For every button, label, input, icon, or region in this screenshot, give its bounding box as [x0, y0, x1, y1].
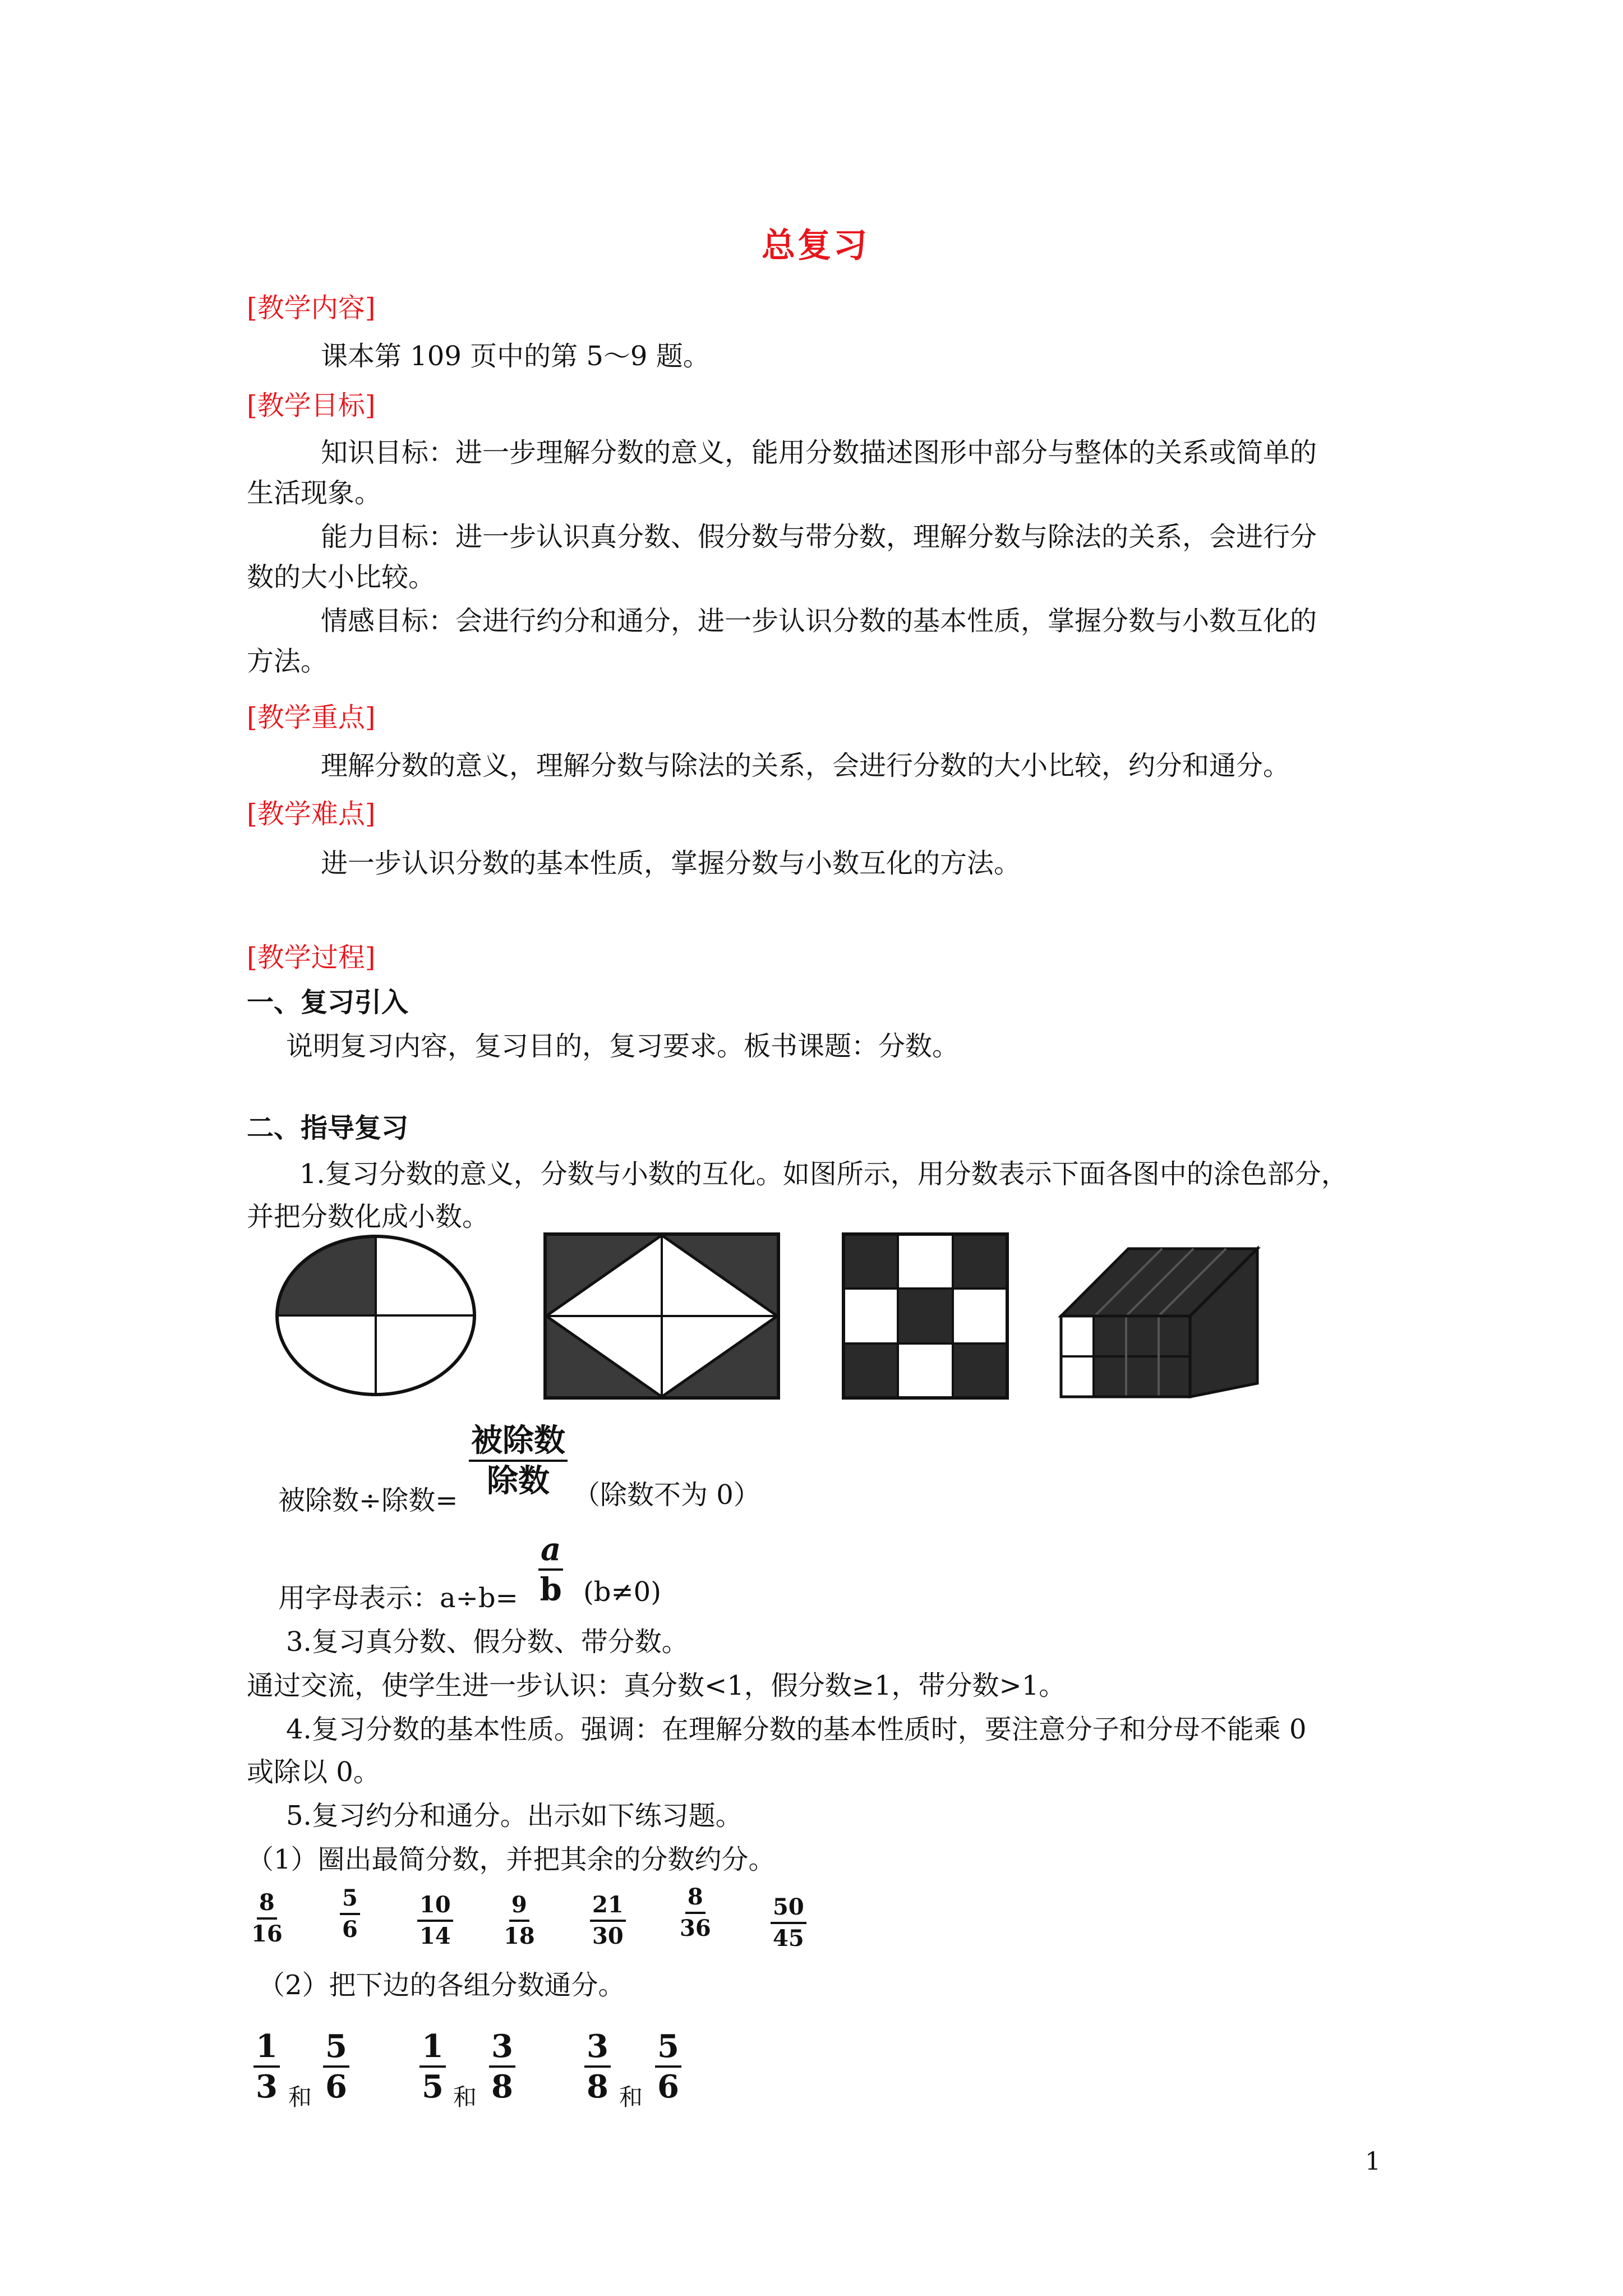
q1-denominator: 16	[251, 1921, 283, 1947]
q2-numerator: 3	[489, 2031, 515, 2068]
q2-denominator: 6	[657, 2068, 679, 2105]
q1-fraction-1	[251, 1889, 283, 1947]
section-heading-key: [教学重点]	[247, 702, 376, 733]
formula2-note: (b≠0)	[583, 1576, 661, 1608]
q1-fraction-3	[417, 1894, 453, 1948]
goal-emotion-line1: 情感目标：会进行约分和通分，进一步认识分数的基本性质，掌握分数与小数互化的	[321, 605, 1317, 637]
q2-group3-and: 和	[619, 2083, 643, 2111]
part2-heading: 二、指导复习	[247, 1112, 409, 1144]
content-text: 课本第 109 页中的第 5～9 题。	[321, 341, 710, 372]
q2-group2-and: 和	[453, 2083, 477, 2111]
part1-text: 说明复习内容，复习目的，复习要求。板书课题：分数。	[286, 1030, 960, 1062]
q2-denominator: 3	[256, 2068, 278, 2105]
item5-heading: 5.复习约分和通分。出示如下练习题。	[286, 1800, 743, 1832]
q2-denominator: 8	[491, 2068, 513, 2105]
q2-group1-fraction-b	[323, 2028, 349, 2105]
q1-denominator: 6	[342, 1916, 358, 1943]
formula2-denominator: b	[540, 1571, 562, 1608]
q1-numerator: 8	[685, 1886, 706, 1914]
q1-fraction-6	[680, 1886, 711, 1940]
item3-text: 通过交流，使学生进一步认识：真分数<1，假分数≥1，带分数>1。	[247, 1670, 1066, 1701]
q1-numerator: 10	[417, 1894, 453, 1922]
q1-denominator: 45	[773, 1925, 804, 1952]
formula2-fraction	[538, 1531, 563, 1608]
section-heading-goals: [教学目标]	[247, 390, 376, 421]
page-number: 1	[1365, 2147, 1381, 2176]
q1-numerator: 21	[590, 1894, 626, 1922]
question2-text: （2）把下边的各组分数通分。	[258, 1970, 625, 2001]
q1-fraction-5	[590, 1894, 626, 1948]
q2-group2-fraction-a	[419, 2028, 446, 2105]
figure-ellipse-quarter	[273, 1232, 479, 1399]
q2-denominator: 5	[422, 2068, 444, 2105]
section-heading-difficulty: [教学难点]	[247, 798, 376, 830]
q1-fraction-4	[504, 1894, 535, 1948]
q1-numerator: 9	[509, 1894, 529, 1922]
formula1-numerator: 被除数	[469, 1425, 568, 1462]
item4-line2: 或除以 0。	[247, 1756, 380, 1788]
goal-knowledge-line2: 生活现象。	[247, 477, 382, 509]
figure-cuboid-blocks	[1058, 1232, 1261, 1400]
q2-denominator: 8	[587, 2068, 608, 2105]
q1-fraction-2	[340, 1887, 360, 1941]
figure-checker-grid	[841, 1232, 1009, 1400]
q1-denominator: 36	[680, 1915, 711, 1941]
key-text: 理解分数的意义，理解分数与除法的关系，会进行分数的大小比较，约分和通分。	[321, 750, 1290, 781]
q1-numerator: 8	[257, 1892, 277, 1920]
item4-line1: 4.复习分数的基本性质。强调：在理解分数的基本性质时，要注意分子和分母不能乘 0	[286, 1714, 1307, 1745]
q2-numerator: 3	[584, 2031, 611, 2068]
q2-group3-fraction-b	[655, 2028, 681, 2105]
section-heading-content: [教学内容]	[247, 292, 376, 324]
item1-line1: 1.复习分数的意义，分数与小数的互化。如图所示，用分数表示下面各图中的涂色部分，	[299, 1158, 1348, 1190]
formula2-left: 用字母表示：a÷b=	[278, 1582, 518, 1614]
goal-ability-line1: 能力目标：进一步认识真分数、假分数与带分数，理解分数与除法的关系，会进行分	[321, 521, 1317, 553]
q1-fraction-7	[771, 1896, 806, 1950]
part1-heading: 一、复习引入	[247, 987, 409, 1018]
goal-knowledge-line1: 知识目标：进一步理解分数的意义，能用分数描述图形中部分与整体的关系或简单的	[321, 437, 1317, 468]
q1-denominator: 30	[592, 1923, 624, 1949]
q2-denominator: 6	[325, 2068, 347, 2105]
formula1-denominator: 除数	[487, 1462, 550, 1499]
q1-denominator: 14	[419, 1923, 451, 1949]
q2-numerator: 5	[655, 2031, 681, 2068]
q2-numerator: 1	[419, 2031, 446, 2068]
q2-group1-and: 和	[288, 2083, 312, 2111]
formula2-numerator: a	[538, 1534, 563, 1571]
difficulty-text: 进一步认识分数的基本性质，掌握分数与小数互化的方法。	[321, 848, 1021, 879]
section-heading-process: [教学过程]	[247, 942, 376, 973]
goal-ability-line2: 数的大小比较。	[247, 562, 436, 593]
item1-line2: 并把分数化成小数。	[247, 1201, 490, 1232]
q1-denominator: 18	[504, 1923, 535, 1949]
q2-numerator: 1	[253, 2031, 280, 2068]
page-title: 总复习	[762, 226, 869, 265]
formula1-left: 被除数÷除数=	[278, 1485, 458, 1516]
q1-numerator: 50	[771, 1896, 806, 1924]
question1-text: （1）圈出最简分数，并把其余的分数约分。	[247, 1844, 776, 1875]
q2-group1-fraction-a	[253, 2028, 280, 2105]
goal-emotion-line2: 方法。	[247, 646, 328, 677]
item3-heading: 3.复习真分数、假分数、带分数。	[286, 1626, 689, 1658]
q2-group2-fraction-b	[489, 2028, 515, 2105]
formula1-note: （除数不为 0）	[573, 1479, 760, 1511]
q1-numerator: 5	[340, 1887, 360, 1915]
formula1-fraction	[469, 1422, 568, 1499]
q2-numerator: 5	[323, 2031, 349, 2068]
q2-group3-fraction-a	[584, 2028, 611, 2105]
figure-rectangle-rhombus	[543, 1232, 781, 1400]
